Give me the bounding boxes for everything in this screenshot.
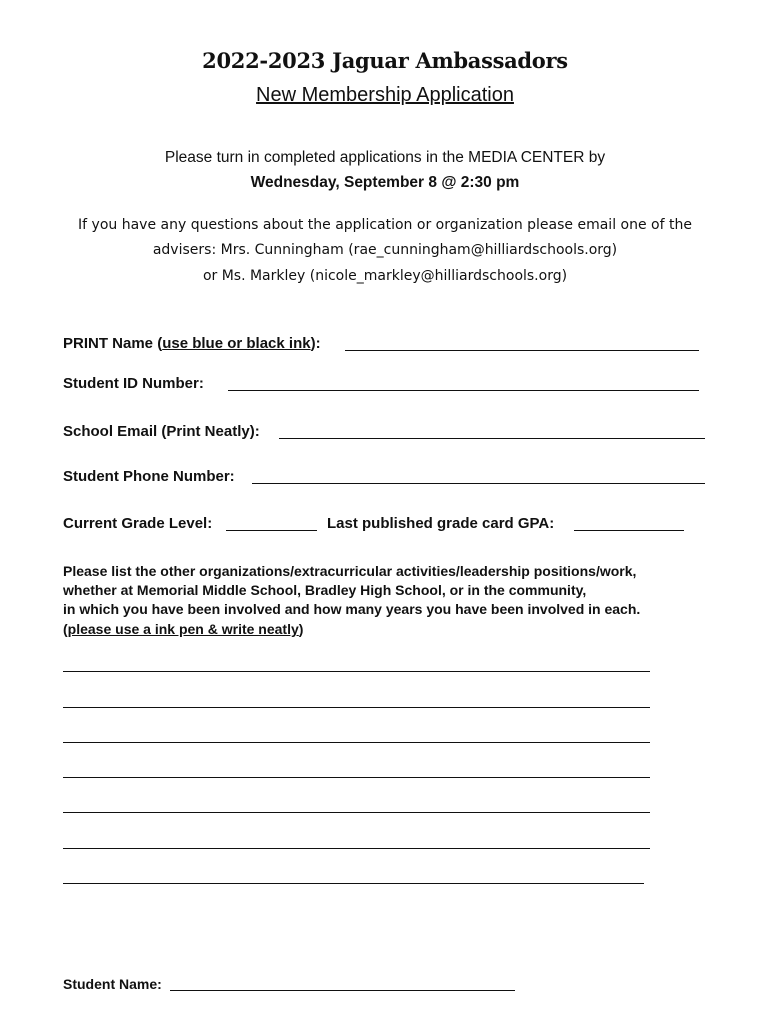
contact-line-1: If you have any questions about the application or organization please email one of the bbox=[78, 217, 692, 233]
form-subtitle: New Membership Application bbox=[256, 84, 514, 106]
activities-note bbox=[63, 620, 303, 639]
grade-level-line[interactable] bbox=[226, 530, 317, 531]
activity-answer-line[interactable] bbox=[63, 848, 650, 849]
ink-note: use blue or black ink bbox=[162, 335, 311, 352]
note-close: ) bbox=[298, 621, 304, 637]
school-email-line[interactable] bbox=[279, 438, 705, 439]
print-name-suffix: ): bbox=[310, 335, 321, 352]
print-name-prefix: PRINT Name ( bbox=[63, 335, 163, 352]
activity-answer-line[interactable] bbox=[63, 707, 650, 708]
school-email-label: School Email (Print Neatly): bbox=[63, 423, 260, 440]
student-id-line[interactable] bbox=[228, 390, 699, 391]
grade-level-label: Current Grade Level: bbox=[63, 515, 213, 532]
gpa-line[interactable] bbox=[574, 530, 684, 531]
activity-answer-line[interactable] bbox=[63, 883, 644, 884]
deadline-text: Wednesday, September 8 @ 2:30 pm bbox=[250, 174, 520, 191]
student-name-line[interactable] bbox=[170, 990, 515, 991]
note-open: ( bbox=[63, 621, 68, 637]
print-name-line[interactable] bbox=[345, 350, 699, 351]
form-title: 2022-2023 Jaguar Ambassadors bbox=[202, 48, 568, 73]
phone-line[interactable] bbox=[252, 483, 705, 484]
student-id-label: Student ID Number: bbox=[63, 375, 204, 392]
activity-answer-line[interactable] bbox=[63, 812, 650, 813]
activities-line-2: whether at Memorial Middle School, Bradley High School, or in the community, bbox=[63, 582, 587, 598]
contact-line-2: advisers: Mrs. Cunningham (rae_cunningham@hilliardschools.org) bbox=[152, 242, 618, 258]
instructions-line: Please turn in completed applications in the MEDIA CENTER by bbox=[164, 149, 606, 166]
activity-answer-line[interactable] bbox=[63, 671, 650, 672]
student-name-label: Student Name: bbox=[63, 976, 162, 992]
ink-pen-note: please use a ink pen & write neatly bbox=[67, 621, 299, 637]
phone-label: Student Phone Number: bbox=[63, 468, 235, 485]
activity-answer-line[interactable] bbox=[63, 777, 650, 778]
print-name-label bbox=[63, 335, 321, 352]
contact-line-3: or Ms. Markley (nicole_markley@hilliardschools.org) bbox=[202, 268, 568, 284]
activity-answer-line[interactable] bbox=[63, 742, 650, 743]
gpa-label: Last published grade card GPA: bbox=[327, 515, 555, 532]
activities-line-3: in which you have been involved and how many years you have been involved in each. bbox=[63, 601, 641, 617]
activities-line-1: Please list the other organizations/extracurricular activities/leadership positions/work, bbox=[63, 563, 637, 579]
